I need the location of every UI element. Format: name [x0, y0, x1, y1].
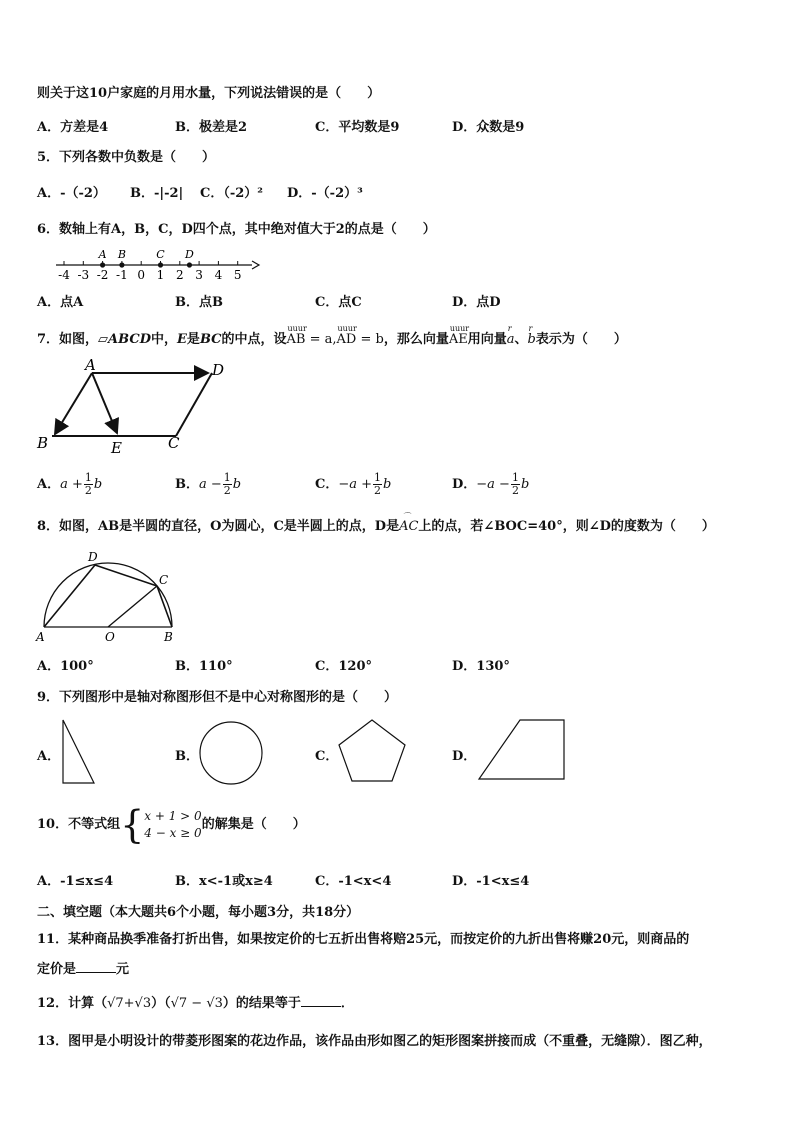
q9-stem: 9．下列图形中是轴对称图形但不是中心对称图形的是（ ）	[37, 690, 398, 705]
q7-options	[37, 466, 757, 502]
answer-blank[interactable]	[76, 960, 116, 973]
point-b	[119, 262, 124, 267]
q9-option-b: B．	[175, 749, 199, 764]
q6-options	[37, 291, 757, 309]
q8-stem: 8．如图，AB是半圆的直径，O为圆心，C是半圆上的点，D是 ⌒ AC上的点，若∠BOC=40°，则∠D的度数为（ ）	[37, 512, 715, 534]
q7-option-a: A．a + $\frac{1}{2}$ b	[37, 471, 103, 497]
q4-stem: 则关于这10户家庭的月用水量，下列说法错误的是（ ）	[37, 86, 381, 101]
q6-option-a: A．点A	[37, 295, 84, 310]
q11-line-1: 11．某种商品换季准备打折出售，如果按定价的七五折出售将赔25元，而按定价的九折出售将赚20元，则商品的	[37, 932, 690, 947]
segment-cd	[176, 373, 212, 436]
axis-tick-label: 2	[175, 268, 184, 282]
q4-option-d: D．众数是9	[452, 120, 525, 135]
axis-tick-label: 5	[233, 268, 242, 282]
q6-option-c: C．点C	[315, 295, 362, 310]
label-a: A	[85, 356, 96, 374]
q5-option-d: D．-（-2）³	[287, 186, 363, 201]
axis-tick-label: 3	[195, 268, 203, 282]
number-line-figure	[54, 242, 264, 282]
label-b: B	[37, 434, 49, 452]
q7-option-d: D．−a − $\frac{1}{2}$ b	[452, 471, 530, 497]
point-label-d: D	[185, 248, 194, 261]
axis-tick-label: -2	[96, 268, 109, 282]
q7-option-b: B．a − $\frac{1}{2}$ b	[175, 471, 242, 497]
semicircle-arc	[44, 563, 172, 627]
q5-option-c: C．（-2）²	[200, 186, 263, 201]
q5-option-a: A．-（-2）	[37, 186, 106, 201]
q10-option-d: D．-1<x≤4	[452, 874, 530, 889]
q10-options	[37, 870, 757, 888]
label-a: A	[36, 630, 45, 644]
axis-tick-label: 0	[137, 268, 146, 282]
point-c	[158, 262, 163, 267]
q10-option-b: B．x<-1或x≥4	[175, 874, 273, 889]
q6-stem: 6．数轴上有A，B，C，D四个点，其中绝对值大于2的点是（ ）	[37, 222, 436, 237]
brace-icon: {	[120, 802, 145, 847]
q5-stem: 5．下列各数中负数是（ ）	[37, 150, 216, 165]
label-b: B	[164, 630, 173, 644]
vector-ae	[92, 373, 117, 433]
chord-cb	[157, 586, 172, 627]
q6-option-b: B．点B	[175, 295, 223, 310]
point-label-c: C	[156, 248, 165, 261]
label-o: O	[105, 630, 115, 644]
q8-options	[37, 655, 757, 673]
q4-option-b: B．极差是2	[175, 120, 248, 135]
section-heading: 二、填空题（本大题共6个小题，每小题3分，共18分）	[37, 905, 360, 920]
chord-dc	[95, 565, 157, 586]
label-c: C	[168, 434, 180, 452]
q10-ineq-2: 4 − x ≥ 0	[144, 825, 202, 840]
q9-option-d: D．	[452, 749, 477, 764]
circle-shape	[198, 720, 266, 786]
q7-stem: 7．如图，▱ABCD中，E是BC的中点，设 uuur AB = a, uuur AD = b，那么向量 uuur AE用向量 r a、 r b表示为（ ）	[37, 324, 627, 347]
q4-options	[37, 116, 757, 134]
point-label-a: A	[98, 248, 107, 261]
axis-arrow-icon	[252, 261, 259, 269]
semicircle-figure	[36, 546, 186, 644]
pentagon-shape	[336, 718, 408, 784]
q10-ineq-1: x + 1 > 0	[144, 808, 202, 823]
label-e: E	[111, 439, 122, 457]
q10-option-a: A．-1≤x≤4	[37, 874, 114, 889]
q11-line-2: 定价是 元	[37, 962, 130, 977]
parallelogram-figure	[34, 356, 234, 461]
right-triangle-shape	[60, 718, 100, 786]
axis-tick-label: 1	[156, 268, 165, 282]
point-d	[187, 262, 192, 267]
q8-option-c: C．120°	[315, 659, 372, 674]
q7-option-c: C．−a + $\frac{1}{2}$ b	[315, 471, 392, 497]
q5-options	[37, 182, 757, 200]
q8-option-d: D．130°	[452, 659, 510, 674]
q4-option-a: A．方差是4	[37, 120, 109, 135]
answer-blank[interactable]	[301, 994, 341, 1007]
axis-tick-label: 4	[214, 268, 223, 282]
q8-option-b: B．110°	[175, 659, 233, 674]
q9-option-c: C．	[315, 749, 339, 764]
q10-stem: 10．不等式组{ x + 1 > 0 4 − x ≥ 0 的解集是（ ）	[37, 802, 306, 847]
label-d: D	[88, 550, 98, 564]
q12-line: 12．计算（√7+√3）（√7 − √3）的结果等于 ．	[37, 996, 354, 1011]
label-c: C	[159, 573, 169, 587]
vector-ab	[55, 373, 92, 434]
q9-option-a: A．	[37, 749, 61, 764]
point-a	[100, 262, 105, 267]
q6-option-d: D．点D	[452, 295, 501, 310]
axis-tick-label: -4	[58, 268, 70, 282]
q8-option-a: A．100°	[37, 659, 94, 674]
radius-oc	[108, 586, 157, 627]
q13-line-1: 13．图甲是小明设计的带菱形图案的花边作品，该作品由形如图乙的矩形图案拼接而成（不重叠，无缝隙）．图乙种，	[37, 1034, 712, 1049]
q4-option-c: C．平均数是9	[315, 120, 400, 135]
axis-tick-label: -1	[116, 268, 128, 282]
q5-option-b: B．-|-2|	[130, 186, 184, 201]
point-label-b: B	[117, 248, 126, 261]
q10-option-c: C．-1<x<4	[315, 874, 392, 889]
axis-tick-label: -3	[77, 268, 90, 282]
label-d: D	[212, 361, 225, 379]
trapezoid-shape	[476, 718, 568, 782]
